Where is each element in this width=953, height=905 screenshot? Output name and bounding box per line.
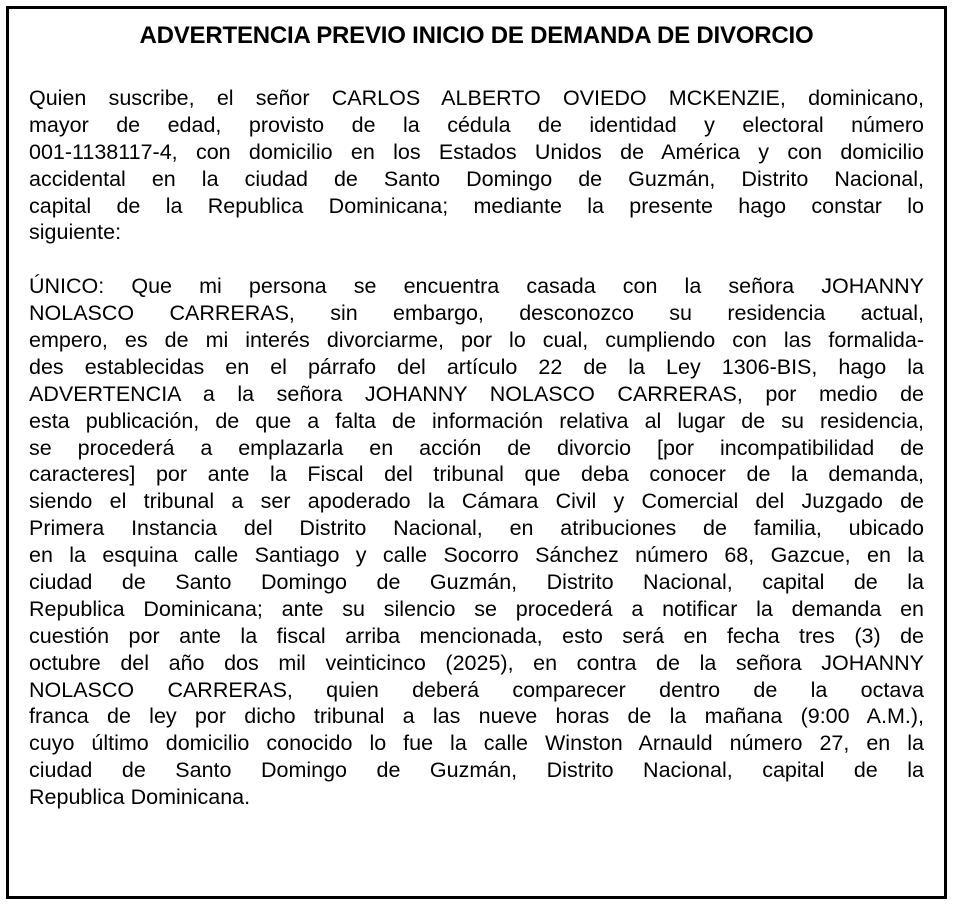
text-line: empero, es de mi interés divorciarme, por lo cual, cumpliendo con las formalida- bbox=[29, 328, 924, 353]
text-line: ciudad de Santo Domingo de Guzmán, Distrito Nacional, capital de la bbox=[29, 758, 924, 783]
legal-notice bbox=[6, 6, 947, 899]
paragraph-unico bbox=[29, 273, 924, 811]
text-line: Primera Instancia del Distrito Nacional, en atribuciones de familia, ubicado bbox=[29, 516, 924, 541]
text-line: des establecidas en el párrafo del artículo 22 de la Ley 1306-BIS, hago la bbox=[29, 354, 924, 379]
text-line: siendo el tribunal a ser apoderado la Cámara Civil y Comercial del Juzgado de bbox=[29, 489, 924, 514]
text-line: NOLASCO CARRERAS, quien deberá comparecer dentro de la octava bbox=[29, 677, 924, 702]
text-line: accidental en la ciudad de Santo Domingo de Guzmán, Distrito Nacional, bbox=[29, 166, 924, 191]
text-line: franca de ley por dicho tribunal a las nueve horas de la mañana (9:00 A.M.), bbox=[29, 704, 924, 729]
text-line: Republica Dominicana; ante su silencio se procederá a notificar la demanda en bbox=[29, 596, 924, 621]
text-line: octubre del año dos mil veinticinco (2025), en contra de la señora JOHANNY bbox=[29, 650, 924, 675]
text-line: cuestión por ante la fiscal arriba mencionada, esto será en fecha tres (3) de bbox=[29, 623, 924, 648]
notice-body bbox=[29, 85, 924, 811]
text-line: Republica Dominicana. bbox=[29, 785, 251, 810]
paragraph-declarant bbox=[29, 85, 924, 246]
text-line: caracteres] por ante la Fiscal del tribunal que deba conocer de la demanda, bbox=[29, 462, 924, 487]
text-line: 001-1138117-4, con domicilio en los Estados Unidos de América y con domicilio bbox=[29, 139, 924, 164]
paragraph-gap bbox=[29, 246, 924, 273]
text-line: se procederá a emplazarla en acción de divorcio [por incompatibilidad de bbox=[29, 435, 924, 460]
text-line: ADVERTENCIA a la señora JOHANNY NOLASCO CARRERAS, por medio de bbox=[29, 381, 924, 406]
notice-title: ADVERTENCIA PREVIO INICIO DE DEMANDA DE DIVORCIO bbox=[139, 22, 814, 49]
text-line: siguiente: bbox=[29, 220, 122, 245]
text-line: capital de la Republica Dominicana; mediante la presente hago constar lo bbox=[29, 193, 924, 218]
text-line: Quien suscribe, el señor CARLOS ALBERTO OVIEDO MCKENZIE, dominicano, bbox=[29, 86, 924, 110]
text-line: esta publicación, de que a falta de información relativa al lugar de su residencia, bbox=[29, 408, 924, 433]
text-line: ÚNICO: Que mi persona se encuentra casada con la señora JOHANNY bbox=[29, 274, 924, 299]
text-line: cuyo último domicilio conocido lo fue la calle Winston Arnauld número 27, en la bbox=[29, 731, 924, 756]
text-line: mayor de edad, provisto de la cédula de identidad y electoral número bbox=[29, 112, 924, 137]
text-line: en la esquina calle Santiago y calle Socorro Sánchez número 68, Gazcue, en la bbox=[29, 543, 924, 568]
text-line: ciudad de Santo Domingo de Guzmán, Distrito Nacional, capital de la bbox=[29, 570, 924, 595]
text-line: NOLASCO CARRERAS, sin embargo, desconozco su residencia actual, bbox=[29, 301, 924, 326]
